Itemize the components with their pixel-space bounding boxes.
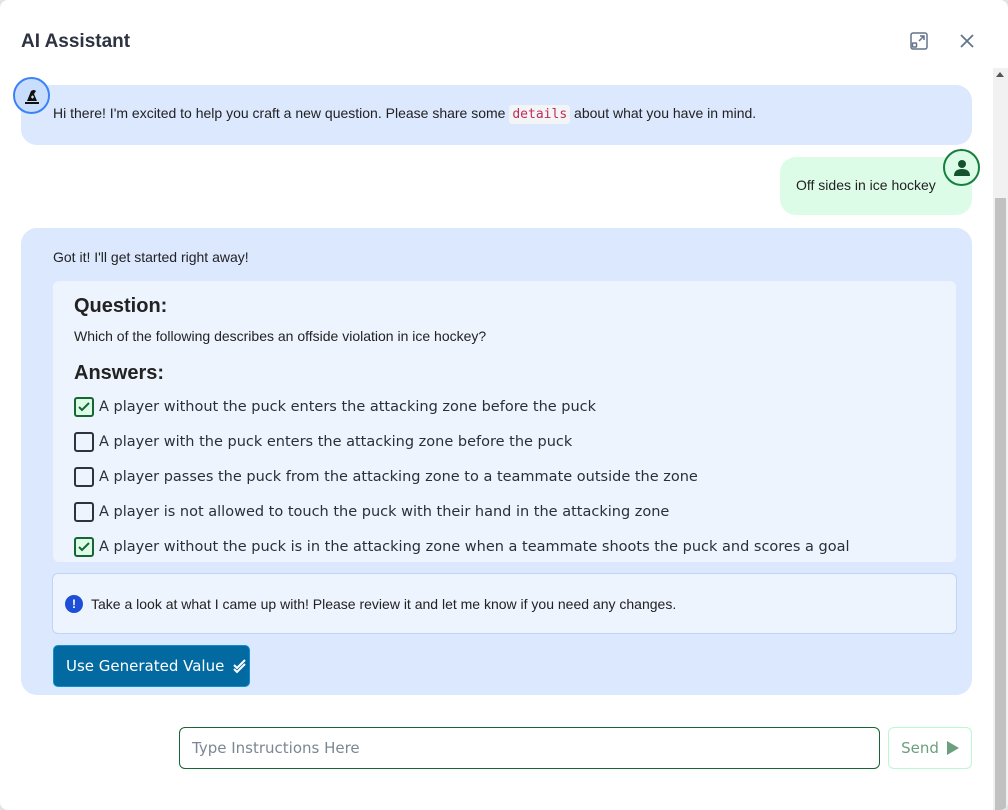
send-button[interactable] [888,727,972,769]
answer-text: A player without the puck is in the attacking zone when a teammate shoots the puck and scores a goal [99,538,850,555]
message-text: Off sides in ice hockey [796,177,936,193]
answer-text: A player without the puck enters the attacking zone before the puck [99,398,597,415]
instructions-input[interactable] [179,727,880,769]
answer-checkbox[interactable] [74,397,94,417]
assistant-message [21,228,972,695]
send-play-icon [947,741,959,755]
use-generated-value-button[interactable] [53,645,250,687]
answer-text: A player passes the puck from the attacking zone to a teammate outside the zone [99,468,698,485]
answer-option[interactable] [74,459,935,494]
answer-text: A player with the puck enters the attacking zone before the puck [99,433,573,450]
scrollbar-thumb[interactable] [995,198,1006,810]
user-icon [952,158,972,178]
info-alert [52,573,957,634]
scrollbar[interactable] [993,68,1008,810]
assistant-message [21,85,972,145]
answer-option[interactable] [74,494,935,529]
question-heading: Question: [74,295,168,317]
wizard-hat-icon [22,86,42,106]
info-text: Take a look at what I came up with! Please review it and let me know if you need any changes. [91,595,677,612]
close-icon [959,33,975,49]
answer-option[interactable] [74,424,935,459]
assistant-avatar [13,77,50,114]
check-icon [78,401,90,413]
double-check-icon [232,658,248,674]
message-text: about what you have in mind. [574,105,757,121]
message-text: Hi there! I'm excited to help you craft a new question. Please share some [53,105,506,121]
answer-checkbox[interactable] [74,537,94,557]
check-icon [78,541,90,553]
question-text: Which of the following describes an offside violation in ice hockey? [74,328,487,344]
user-avatar [943,149,980,186]
answer-text: A player is not allowed to touch the puck with their hand in the attacking zone [99,503,670,520]
message-text: Got it! I'll get started right away! [53,249,249,265]
expand-button[interactable] [907,29,931,53]
answers-list [74,389,935,562]
chat-messages[interactable] [0,68,993,810]
button-label: Use Generated Value [66,657,225,675]
answers-heading: Answers: [74,362,165,384]
dialog-title: AI Assistant [21,31,131,52]
answer-option[interactable] [74,529,935,562]
answer-checkbox[interactable] [74,467,94,487]
send-label: Send [901,739,939,757]
expand-icon [909,31,929,51]
info-icon: ! [65,595,83,613]
answer-checkbox[interactable] [74,502,94,522]
answer-option[interactable] [74,389,935,424]
scroll-up-arrow-icon[interactable] [996,72,1004,77]
close-button[interactable] [955,29,979,53]
generated-question-card[interactable] [53,281,956,562]
inline-code: details [509,105,570,124]
answer-checkbox[interactable] [74,432,94,452]
